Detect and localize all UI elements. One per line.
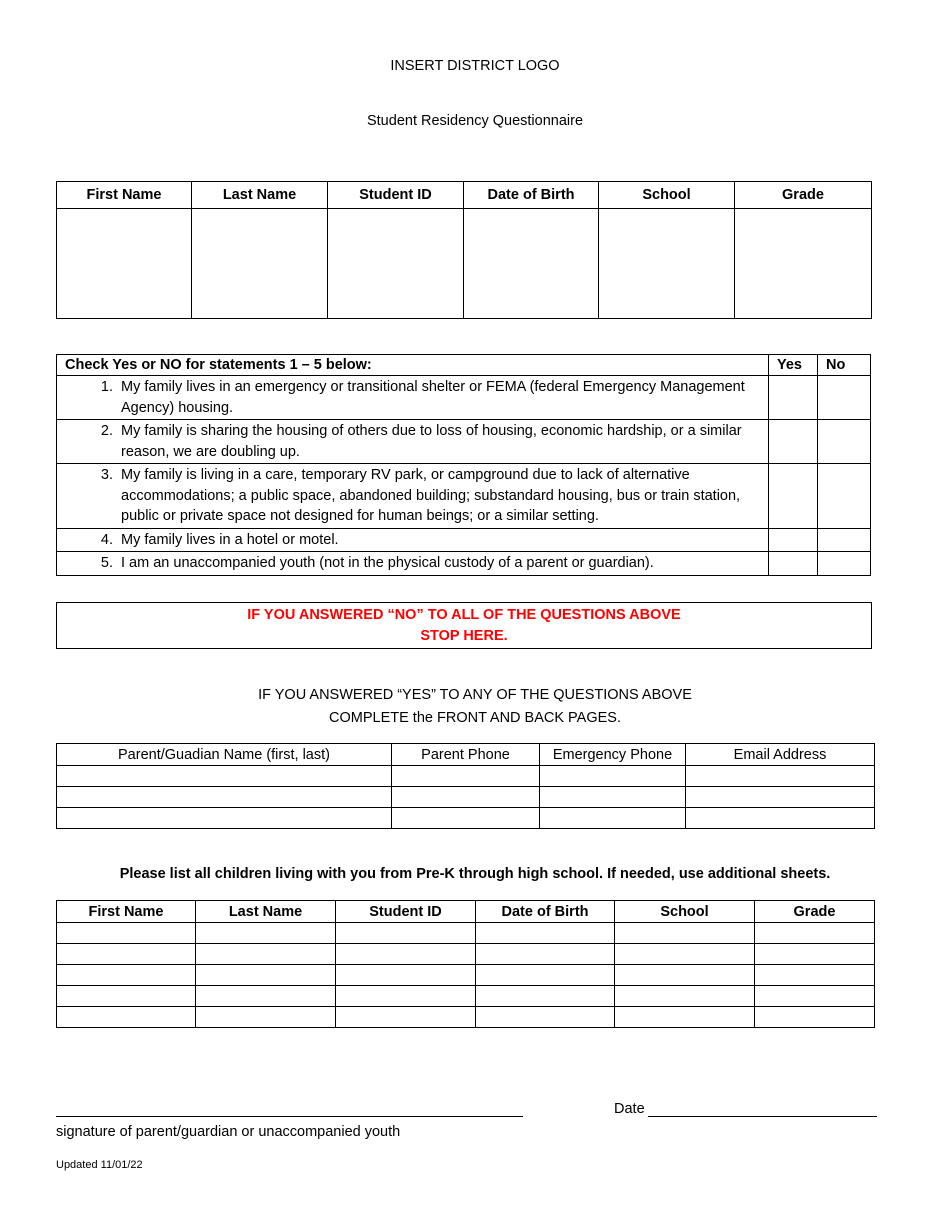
email-field[interactable] <box>686 766 875 787</box>
table-header-row <box>57 901 875 923</box>
child-last-name-field[interactable] <box>196 986 336 1007</box>
header-first-name: First Name <box>57 901 196 923</box>
statement-row <box>57 464 871 529</box>
school-field[interactable] <box>599 209 735 319</box>
yes-checkbox[interactable] <box>769 376 818 420</box>
no-checkbox[interactable] <box>818 420 871 464</box>
child-dob-field[interactable] <box>476 944 615 965</box>
child-first-name-field[interactable] <box>57 923 196 944</box>
child-school-field[interactable] <box>615 1007 755 1028</box>
parent-phone-field[interactable] <box>392 787 540 808</box>
yes-checkbox[interactable] <box>769 464 818 529</box>
statement-text: My family lives in an emergency or transitional shelter or FEMA (federal Emergency Management Agency) housing. <box>121 379 745 416</box>
child-student-id-field[interactable] <box>336 944 476 965</box>
statement-number: 1. <box>100 379 113 395</box>
no-checkbox[interactable] <box>818 528 871 552</box>
statement-text: I am an unaccompanied youth (not in the physical custody of a parent or guardian). <box>121 555 654 571</box>
header-date-of-birth: Date of Birth <box>476 901 615 923</box>
child-grade-field[interactable] <box>755 1007 875 1028</box>
child-student-id-field[interactable] <box>336 1007 476 1028</box>
header-grade: Grade <box>735 182 872 209</box>
table-row <box>57 209 872 319</box>
no-checkbox[interactable] <box>818 464 871 529</box>
emergency-phone-field[interactable] <box>540 787 686 808</box>
stop-notice-box <box>56 602 872 649</box>
date-line[interactable] <box>648 1100 877 1117</box>
date-of-birth-field[interactable] <box>464 209 599 319</box>
child-grade-field[interactable] <box>755 944 875 965</box>
statement-text: My family is living in a care, temporary RV park, or campground due to lack of alternative accommodations; a public space, abandoned building; substandard housing, bus or train station, public or private space not designed for human beings; or a similar setting. <box>121 467 741 524</box>
statement-row <box>57 420 871 464</box>
table-row <box>57 787 875 808</box>
header-first-name: First Name <box>57 182 192 209</box>
no-checkbox[interactable] <box>818 552 871 576</box>
yes-notice-line1: IF YOU ANSWERED “YES” TO ANY OF THE QUESTIONS ABOVE <box>258 687 692 703</box>
residency-statements-table <box>56 354 871 576</box>
child-last-name-field[interactable] <box>196 965 336 986</box>
table-row <box>57 766 875 787</box>
child-grade-field[interactable] <box>755 923 875 944</box>
table-header-row <box>57 355 871 376</box>
parent-name-field[interactable] <box>57 808 392 829</box>
date-label: Date <box>614 1101 645 1117</box>
child-first-name-field[interactable] <box>57 1007 196 1028</box>
child-school-field[interactable] <box>615 986 755 1007</box>
child-first-name-field[interactable] <box>57 944 196 965</box>
child-dob-field[interactable] <box>476 1007 615 1028</box>
child-dob-field[interactable] <box>476 965 615 986</box>
child-school-field[interactable] <box>615 923 755 944</box>
header-parent-name: Parent/Guadian Name (first, last) <box>57 744 392 766</box>
table-row <box>57 808 875 829</box>
child-school-field[interactable] <box>615 965 755 986</box>
no-checkbox[interactable] <box>818 376 871 420</box>
child-last-name-field[interactable] <box>196 923 336 944</box>
updated-date: Updated 11/01/22 <box>56 1159 143 1171</box>
student-info-table <box>56 181 872 319</box>
table-row <box>57 1007 875 1028</box>
yes-checkbox[interactable] <box>769 420 818 464</box>
first-name-field[interactable] <box>57 209 192 319</box>
child-student-id-field[interactable] <box>336 923 476 944</box>
stop-notice-line1: IF YOU ANSWERED “NO” TO ALL OF THE QUESTIONS ABOVE <box>247 607 681 623</box>
table-header-row <box>57 182 872 209</box>
student-id-field[interactable] <box>328 209 464 319</box>
email-field[interactable] <box>686 808 875 829</box>
statement-text: My family is sharing the housing of others due to loss of housing, economic hardship, or a similar reason, we are doubling up. <box>121 423 742 460</box>
children-table <box>56 900 875 1028</box>
header-student-id: Student ID <box>336 901 476 923</box>
yes-checkbox[interactable] <box>769 528 818 552</box>
emergency-phone-field[interactable] <box>540 808 686 829</box>
last-name-field[interactable] <box>192 209 328 319</box>
statements-header: Check Yes or NO for statements 1 – 5 below: <box>57 355 769 376</box>
child-dob-field[interactable] <box>476 986 615 1007</box>
child-student-id-field[interactable] <box>336 986 476 1007</box>
child-grade-field[interactable] <box>755 986 875 1007</box>
yes-notice-line2: COMPLETE the FRONT AND BACK PAGES. <box>329 710 621 726</box>
parent-contact-table <box>56 743 875 829</box>
header-school: School <box>615 901 755 923</box>
child-school-field[interactable] <box>615 944 755 965</box>
statement-number: 5. <box>100 555 113 571</box>
no-column-header: No <box>818 355 871 376</box>
yes-checkbox[interactable] <box>769 552 818 576</box>
table-header-row <box>57 744 875 766</box>
header-student-id: Student ID <box>328 182 464 209</box>
table-row <box>57 944 875 965</box>
header-emergency-phone: Emergency Phone <box>540 744 686 766</box>
yes-notice <box>0 684 950 730</box>
table-row <box>57 965 875 986</box>
child-last-name-field[interactable] <box>196 944 336 965</box>
child-last-name-field[interactable] <box>196 1007 336 1028</box>
stop-notice-line2: STOP HERE. <box>420 628 508 644</box>
table-row <box>57 986 875 1007</box>
parent-phone-field[interactable] <box>392 808 540 829</box>
signature-line[interactable] <box>56 1100 523 1117</box>
header-last-name: Last Name <box>192 182 328 209</box>
header-school: School <box>599 182 735 209</box>
statement-row <box>57 376 871 420</box>
logo-placeholder: INSERT DISTRICT LOGO <box>390 58 560 74</box>
child-first-name-field[interactable] <box>57 965 196 986</box>
header-date-of-birth: Date of Birth <box>464 182 599 209</box>
statement-row <box>57 552 871 576</box>
signature-label: signature of parent/guardian or unaccompanied youth <box>56 1124 401 1140</box>
child-student-id-field[interactable] <box>336 965 476 986</box>
emergency-phone-field[interactable] <box>540 766 686 787</box>
email-field[interactable] <box>686 787 875 808</box>
parent-phone-field[interactable] <box>392 766 540 787</box>
parent-name-field[interactable] <box>57 766 392 787</box>
statement-row <box>57 528 871 552</box>
header-last-name: Last Name <box>196 901 336 923</box>
statement-number: 3. <box>100 467 113 483</box>
header-parent-phone: Parent Phone <box>392 744 540 766</box>
statement-number: 2. <box>100 423 113 439</box>
child-dob-field[interactable] <box>476 923 615 944</box>
header-email-address: Email Address <box>686 744 875 766</box>
statement-number: 4. <box>100 531 113 548</box>
table-row <box>57 923 875 944</box>
header-grade: Grade <box>755 901 875 923</box>
parent-name-field[interactable] <box>57 787 392 808</box>
children-instruction: Please list all children living with you from Pre-K through high school. If needed, use additional sheets. <box>119 866 831 882</box>
child-grade-field[interactable] <box>755 965 875 986</box>
statement-text: My family lives in a hotel or motel. <box>121 531 339 548</box>
yes-column-header: Yes <box>769 355 818 376</box>
page-title: Student Residency Questionnaire <box>366 113 584 129</box>
grade-field[interactable] <box>735 209 872 319</box>
child-first-name-field[interactable] <box>57 986 196 1007</box>
